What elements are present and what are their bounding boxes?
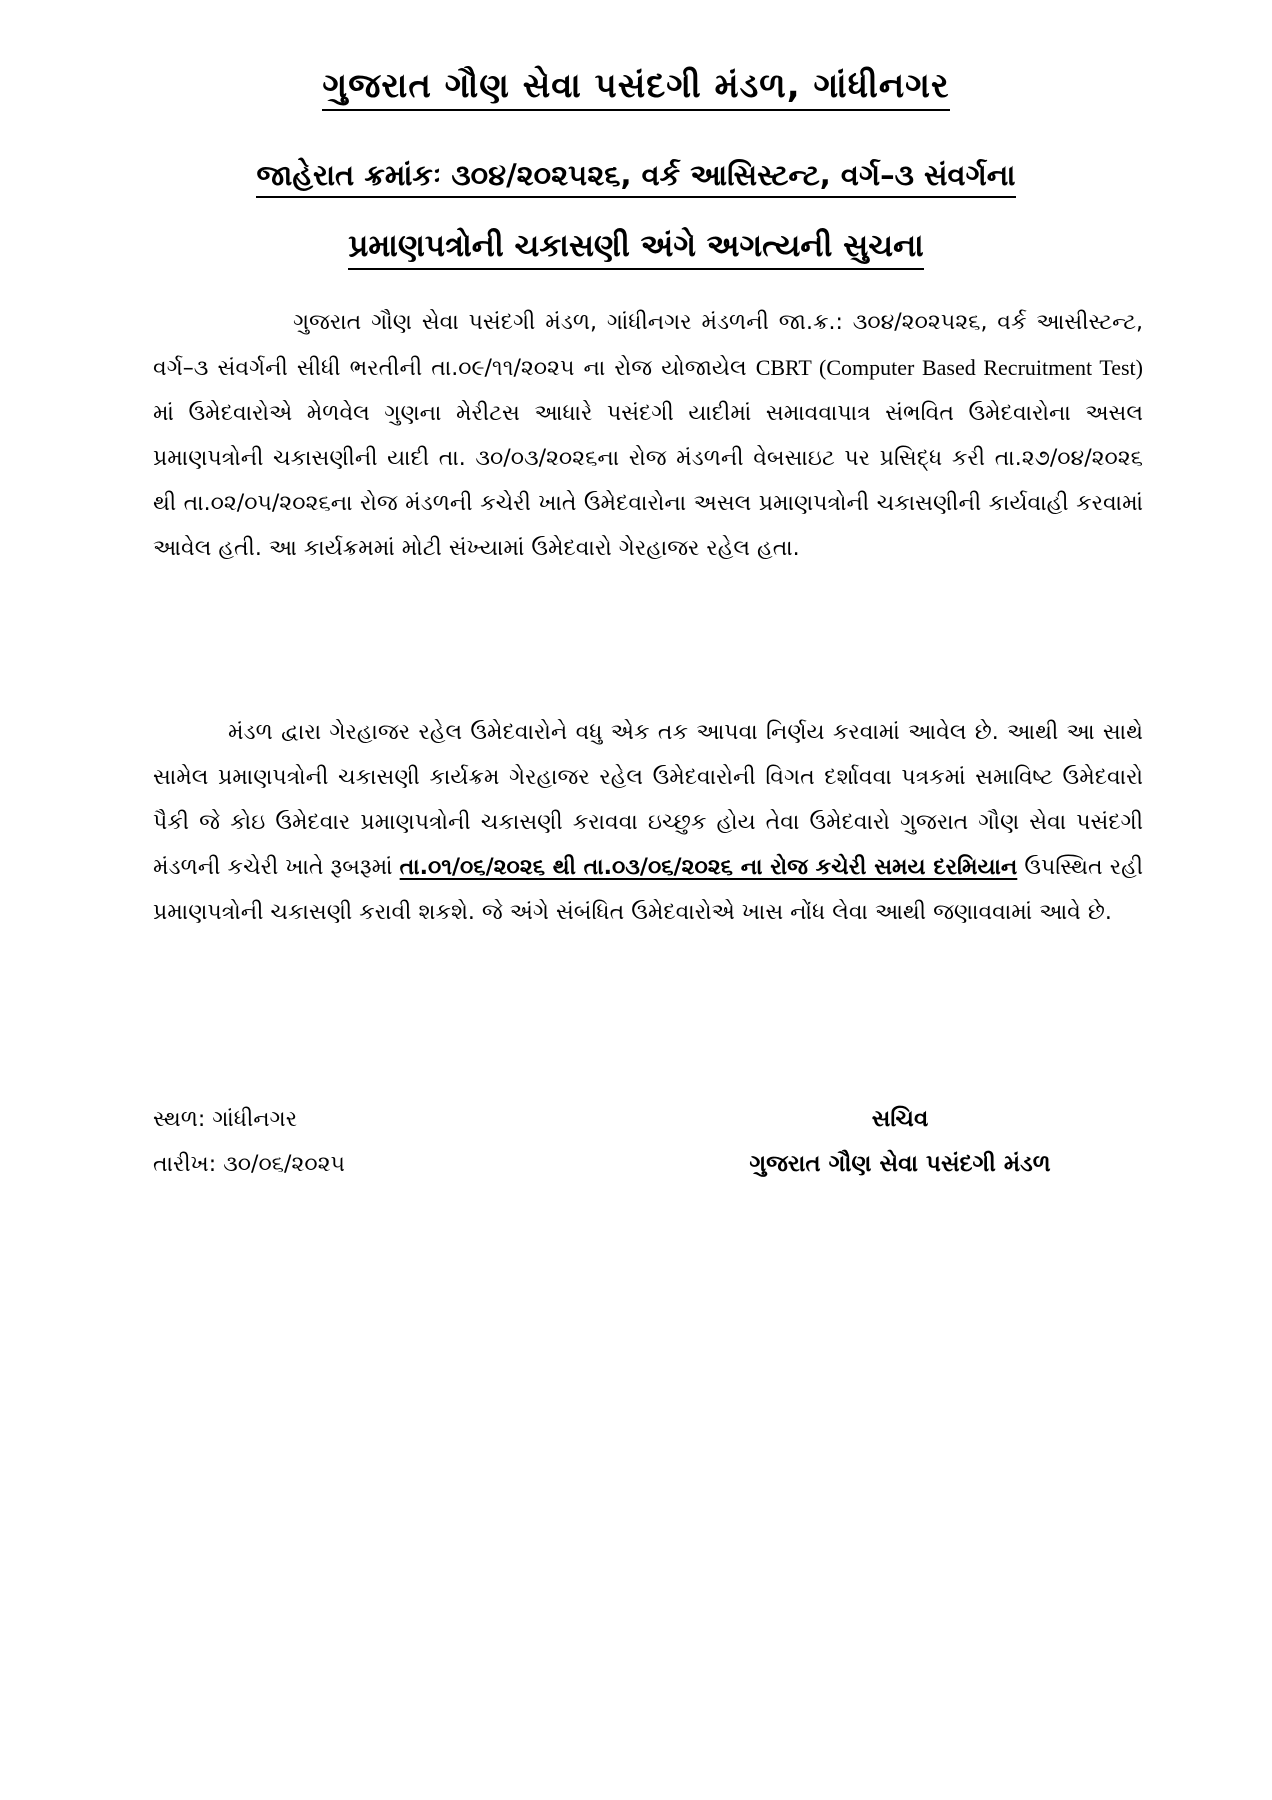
- notice-title: [0, 228, 1272, 270]
- date-line: તારીખ: ૩૦/૦૬/૨૦૨૫: [153, 1152, 345, 1177]
- paragraph-2-part-2: ઉપસ્થિત રહી પ્રમાણપત્રોની ચકાસણી કરાવી શકશે. જે અંગે સંબંધિત ઉમેદવારોએ ખાસ નોંધ લેવા આથી જણાવવામાં આવે છે.: [153, 855, 1144, 925]
- paragraph-2-part-1: મંડળ દ્વારા ગેરહાજર રહેલ ઉમેદવારોને વધુ એક તક આપવા નિર્ણય કરવામાં આવેલ છે. આથી આ સાથે સામેલ પ્રમાણપત્રોની ચકાસણી કાર્યક્રમ ગેરહાજર રહેલ ઉમેદવારોની વિગત દર્શાવવા પત્રકમાં સમાવિષ્ટ ઉમેદવારો પૈકી જે કોઇ ઉમેદવાર પ્રમાણપત્રોની ચકાસણી કરાવવા ઇચ્છુક હોય તેવા ઉમેદવારો ગુજરાત ગૌણ સેવા પસંદગી મંડળની કચેરી ખાતે રૂબરૂમાં: [153, 720, 1143, 880]
- place-date-block: [153, 1097, 345, 1187]
- paragraph-1-part-2: માં ઉમેદવારોએ મેળવેલ ગુણના મેરીટસ આધારે પસંદગી યાદીમાં સમાવવાપાત્ર સંભવિત ઉમેદવારોના અસલ પ્રમાણપત્રોની ચકાસણીની યાદી તા. ૩૦/૦૩/૨૦૨૬ના રોજ મંડળની વેબસાઇટ પર પ્રસિદ્ધ કરી તા.૨૭/૦૪/૨૦૨૬ થી તા.૦૨/૦૫/૨૦૨૬ના રોજ મંડળની કચેરી ખાતે ઉમેદવારોના અસલ પ્રમાણપત્રોની ચકાસણીની કાર્યવાહી કરવામાં આવેલ હતી. આ કાર્યક્રમમાં મોટી સંખ્યામાં ઉમેદવારો ગેરહાજર રહેલ હતા.: [153, 401, 1143, 561]
- place-line: સ્થળ: ગાંધીનગર: [153, 1107, 298, 1132]
- paragraph-1: [153, 300, 1143, 571]
- cbrt-text: CBRT (Computer Based Recruitment Test): [755, 355, 1143, 380]
- signatory-organization: ગુજરાત ગૌણ સેવા પસંદગી મંડળ: [749, 1151, 1051, 1177]
- board-title: [0, 66, 1272, 111]
- advertisement-subtitle-text: જાહેરાત ક્રમાંકઃ ૩૦૪/૨૦૨૫૨૬, વર્ક આસિસ્ટન્ટ, વર્ગ–૩ સંવર્ગના: [256, 158, 1015, 198]
- advertisement-subtitle: [0, 158, 1272, 198]
- signature-block: [650, 1097, 1150, 1187]
- signatory-title: સચિવ: [871, 1106, 929, 1132]
- notice-title-text: પ્રમાણપત્રોની ચકાસણી અંગે અગત્યની સુચના: [348, 228, 924, 270]
- schedule-emphasis: તા.૦૧/૦૬/૨૦૨૬ થી તા.૦૩/૦૬/૨૦૨૬ ના રોજ કચેરી સમય દરમિયાન: [399, 855, 1018, 880]
- paragraph-2: [153, 710, 1143, 935]
- paragraph-1-part-1: ગુજરાત ગૌણ સેવા પસંદગી મંડળ, ગાંધીનગર મંડળની જા.ક્ર.: ૩૦૪/૨૦૨૫૨૬, વર્ક આસીસ્ટન્ટ, વર્ગ–૩ સંવર્ગની સીધી ભરતીની તા.૦૯/૧૧/૨૦૨૫ ના રોજ યોજાયેલ: [153, 310, 1143, 381]
- board-title-text: ગુજરાત ગૌણ સેવા પસંદગી મંડળ, ગાંધીનગર: [322, 66, 949, 111]
